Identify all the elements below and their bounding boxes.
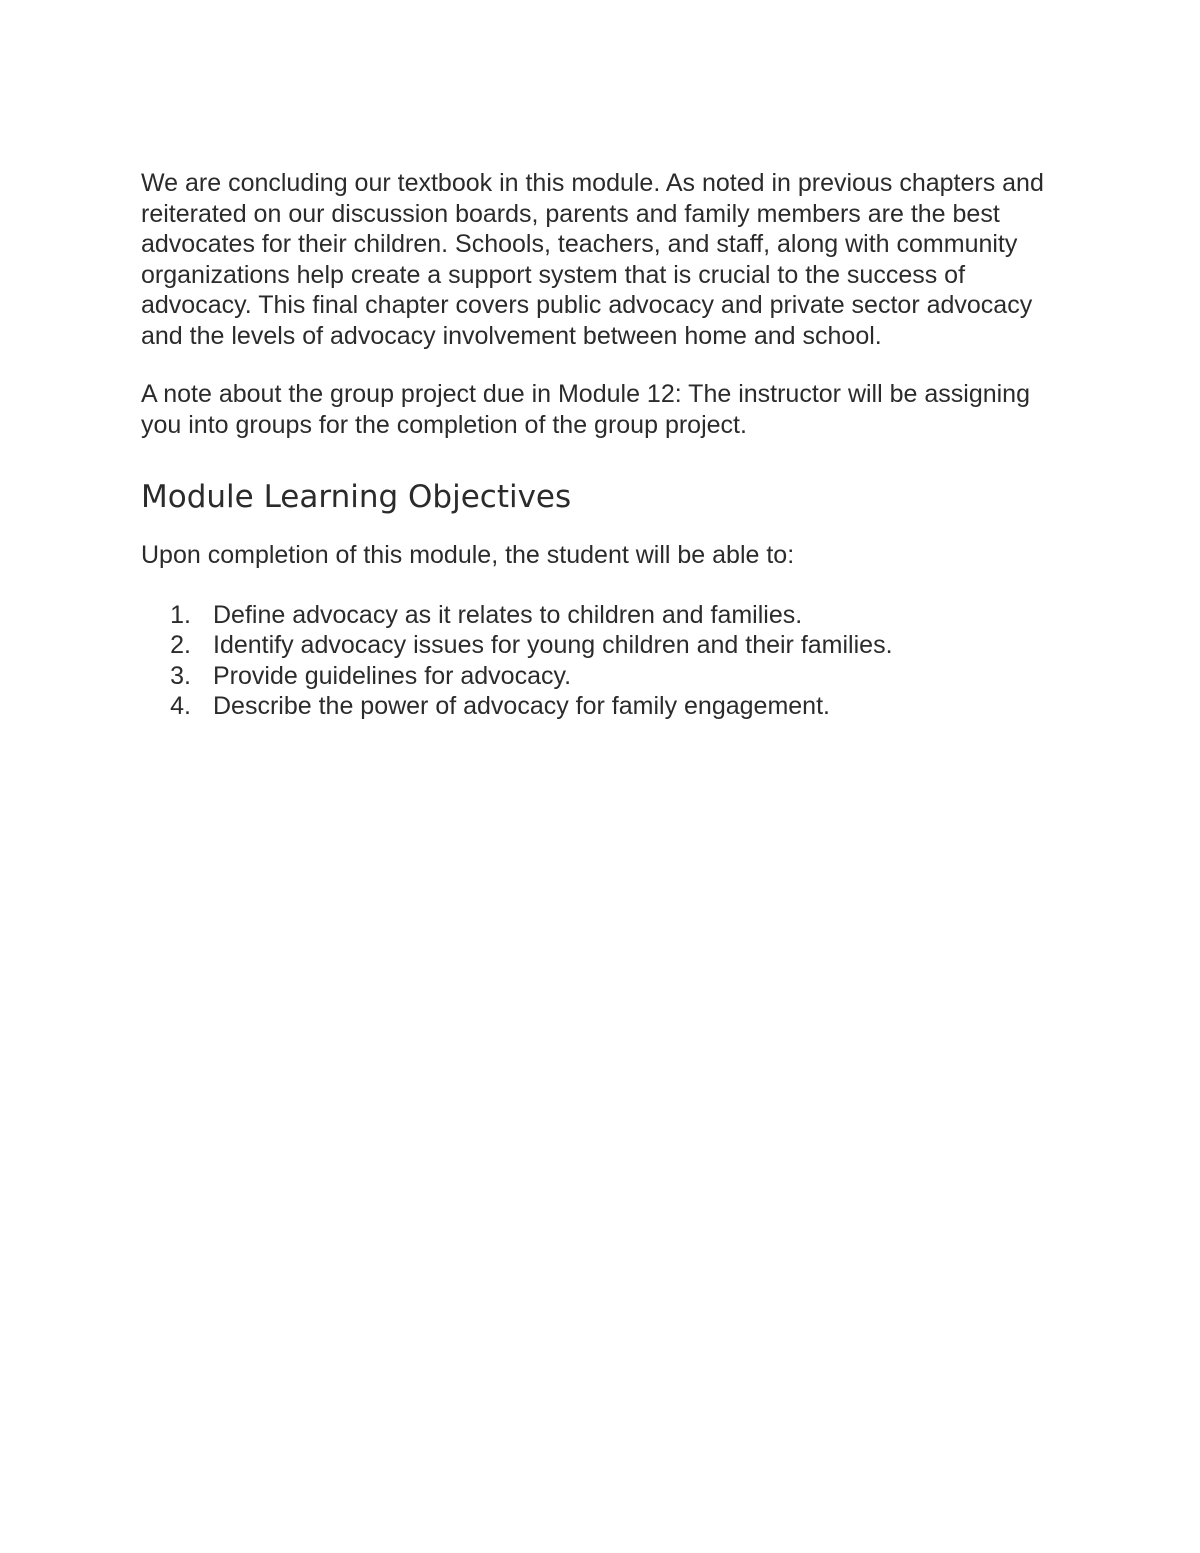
list-item: [141, 691, 1051, 722]
group-project-note: A note about the group project due in Module 12: The instructor will be assigning you into groups for the completion of the group project.: [141, 380, 1030, 439]
list-item-number: 2.: [170, 631, 191, 659]
list-item-text: Identify advocacy issues for young children and their families.: [213, 631, 893, 659]
list-item-text: Provide guidelines for advocacy.: [213, 661, 572, 690]
objectives-intro: Upon completion of this module, the student will be able to:: [141, 541, 795, 569]
document-page: [141, 168, 1051, 722]
list-item: [141, 600, 1051, 631]
list-item: [141, 661, 1051, 692]
list-item-number: 1.: [170, 600, 191, 629]
intro-paragraph: We are concluding our textbook in this module. As noted in previous chapters and reiterated on our discussion boards, parents and family members are the best advocates for their children. Schools, teachers, and staff, along with community organizations help create a support system that is crucial to the success of advocacy. This final chapter covers public advocacy and private sector advocacy and the levels of advocacy involvement between home and school.: [141, 169, 1044, 350]
list-item-text: Define advocacy as it relates to children and families.: [213, 600, 803, 629]
section-heading: Module Learning Objectives: [141, 479, 572, 515]
list-item-number: 4.: [170, 692, 191, 720]
list-item-text: Describe the power of advocacy for family engagement.: [213, 692, 830, 720]
list-item: [141, 630, 1051, 661]
list-item-number: 3.: [170, 661, 191, 690]
objectives-list: [141, 600, 1051, 722]
